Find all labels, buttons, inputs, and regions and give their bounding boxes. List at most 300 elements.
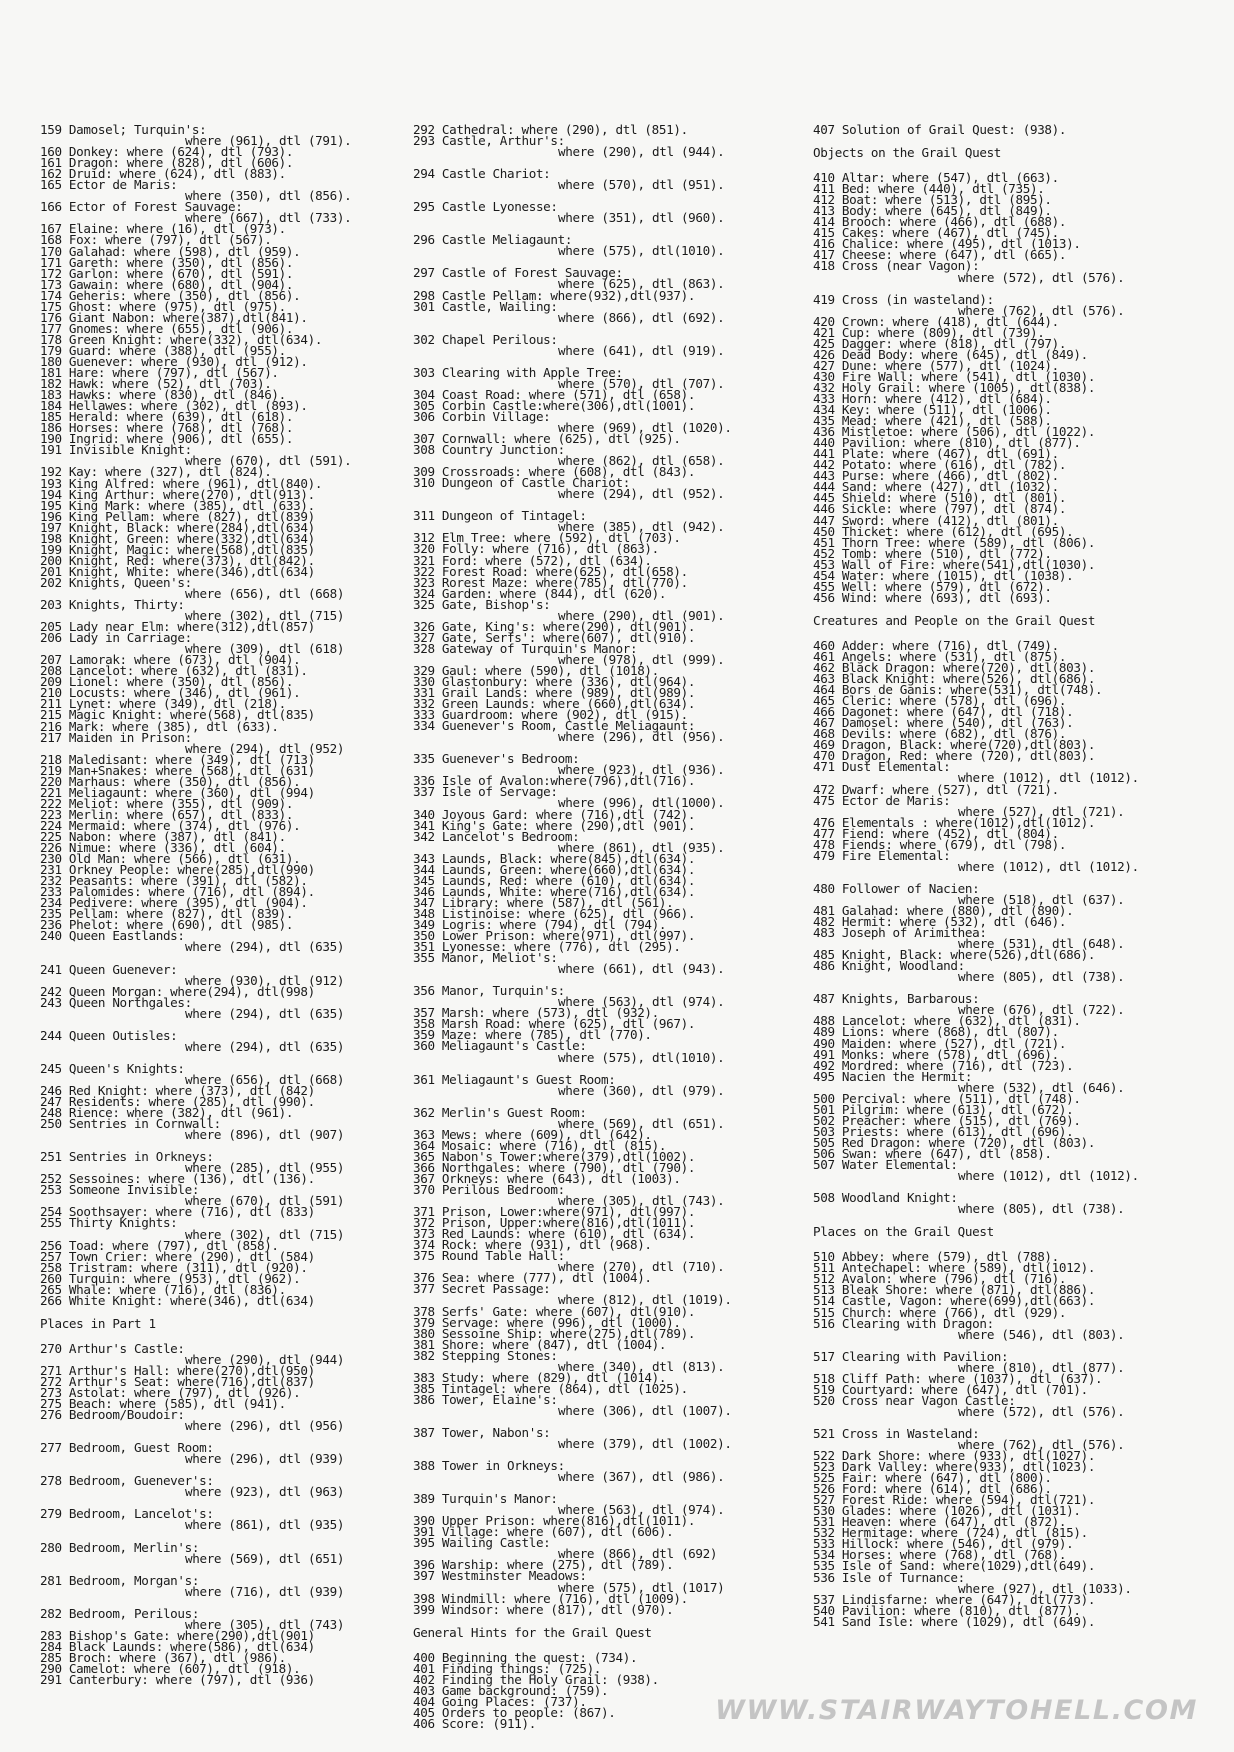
entry-location-line: where (866), dtl (692). bbox=[558, 309, 725, 325]
index-entry: 488 Lancelot: where (632), dtl (831). bbox=[813, 1013, 1081, 1029]
index-entry: 260 Turquin: where (953), dtl (962). bbox=[40, 1270, 301, 1286]
index-entry: 525 Fair: where (647), dtl (800). bbox=[813, 1470, 1052, 1486]
entry-location-line: where (309), dtl (618) bbox=[185, 641, 345, 657]
index-entry: 514 Castle, Vagon: where(699),dtl(663). bbox=[813, 1293, 1096, 1309]
index-entry: 415 Cakes: where (467), dtl (745). bbox=[813, 225, 1059, 241]
index-entry: 276 Bedroom/Boudoir: bbox=[40, 1407, 185, 1423]
index-entry: 508 Woodland Knight: bbox=[813, 1190, 958, 1206]
entry-location-line: where (670), dtl (591) bbox=[185, 1193, 345, 1209]
index-entry: 417 Cheese: where (647), dtl (665). bbox=[813, 247, 1067, 263]
index-entry: 427 Dune: where (577), dtl (1024). bbox=[813, 357, 1059, 373]
entry-location-line: where (969), dtl (1020). bbox=[558, 419, 732, 435]
index-entry: 532 Hermitage: where (724), dtl (815). bbox=[813, 1525, 1088, 1541]
index-entry: 322 Forest Road: where(625), dtl(658). bbox=[413, 563, 688, 579]
index-entry: 241 Queen Guenever: bbox=[40, 961, 178, 977]
index-entry: 531 Heaven: where (647), dtl (872). bbox=[813, 1514, 1067, 1530]
index-entry: 380 Sessoine Ship: where(275),dtl(789). bbox=[413, 1325, 696, 1341]
index-entry: 536 Isle of Turnance: bbox=[813, 1569, 965, 1585]
index-entry: 358 Marsh Road: where (625), dtl (967). bbox=[413, 1016, 696, 1032]
index-entry: 517 Clearing with Pavilion: bbox=[813, 1348, 1009, 1364]
index-entry: 349 Logris: where (794), dtl (794). bbox=[413, 917, 667, 932]
index-entry: 467 Damosel: where (540), dtl (763). bbox=[813, 715, 1074, 731]
index-entry: 329 Gaul: where (590), dtl (1018). bbox=[413, 662, 659, 678]
index-entry: 278 Bedroom, Guenever's: bbox=[40, 1473, 214, 1489]
entry-location-line: where (961), dtl (791). bbox=[185, 133, 352, 149]
index-entry: 373 Red Launds: where (610), dtl (634). bbox=[413, 1226, 696, 1242]
entry-location-line: where (296), dtl (956) bbox=[185, 1418, 345, 1434]
index-entry: 167 Elaine: where (16), dtl (973). bbox=[40, 221, 286, 237]
entry-location-line: where (762), dtl (576). bbox=[958, 1436, 1125, 1452]
index-entry: 200 Knight, Red: where(373), dtl(842). bbox=[40, 552, 315, 568]
index-entry: 425 Dagger: where (818), dtl (797). bbox=[813, 335, 1067, 351]
index-entry: 175 Ghost: where (975), dtl (975). bbox=[40, 298, 286, 314]
entry-location-line: where (812), dtl (1019). bbox=[558, 1292, 732, 1308]
entry-location-line: where (1012), dtl (1012). bbox=[958, 858, 1139, 874]
index-entry: 402 Finding the Holy Grail: (938). bbox=[413, 1671, 659, 1687]
index-entry: 389 Turquin's Manor: bbox=[413, 1491, 558, 1507]
index-entry: 320 Folly: where (716), dtl (863). bbox=[413, 541, 659, 557]
index-entry: 371 Prison, Lower:where(971), dtl(997). bbox=[413, 1204, 696, 1220]
entry-location-line: where (762), dtl (576). bbox=[958, 302, 1125, 318]
index-entry: 477 Fiend: where (452), dtl (804). bbox=[813, 825, 1059, 841]
index-entry: 469 Dragon, Black: where(720),dtl(803). bbox=[813, 737, 1096, 753]
index-entry: 436 Mistletoe: where (506), dtl (1022). bbox=[813, 424, 1096, 440]
index-entry: 367 Orkneys: where (643), dtl (1003). bbox=[413, 1170, 681, 1186]
entry-location-line: where (290), dtl (901). bbox=[558, 607, 725, 623]
index-entry: 312 Elm Tree: where (592), dtl (703). bbox=[413, 530, 681, 546]
index-entry: 450 Thicket: where (612), dtl (695). bbox=[813, 523, 1074, 539]
index-entry: 285 Broch: where (367), dtl (986). bbox=[40, 1649, 286, 1665]
index-entry: 468 Devils: where (682), dtl (876). bbox=[813, 726, 1067, 742]
index-entry: 184 Hellawes: where (302), dtl (893). bbox=[40, 398, 308, 414]
index-entry: 277 Bedroom, Guest Room: bbox=[40, 1440, 214, 1456]
index-entry: 521 Cross in Wasteland: bbox=[813, 1425, 980, 1441]
index-entry: 191 Invisible Knight: bbox=[40, 442, 192, 458]
index-entry: 205 Lady near Elm: where(312),dtl(857) bbox=[40, 619, 315, 635]
entry-location-line: where (296), dtl (956). bbox=[558, 729, 725, 745]
entry-location-line: where (625), dtl (863). bbox=[558, 276, 725, 292]
entry-location-line: where (531), dtl (648). bbox=[958, 936, 1125, 952]
index-entry: 257 Town Crier: where (290), dtl (584) bbox=[40, 1248, 315, 1264]
index-entry: 463 Black Knight: where(526), dtl(686). bbox=[813, 671, 1096, 687]
index-entry: 430 Fire Wall: where (541), dtl (1030). bbox=[813, 368, 1096, 384]
index-entry: 366 Northgales: where (790), dtl (790). bbox=[413, 1159, 696, 1175]
index-entry: 250 Sentries in Cornwall: bbox=[40, 1116, 221, 1132]
entry-location-line: where (575), dtl(1010). bbox=[558, 1049, 725, 1065]
index-entry: 240 Queen Eastlands: bbox=[40, 928, 185, 944]
index-entry: 490 Maiden: where (527), dtl (721). bbox=[813, 1035, 1067, 1051]
entry-location-line: where (385), dtl (942). bbox=[558, 519, 725, 535]
index-entry: 336 Isle of Avalon:where(796),dtl(716). bbox=[413, 773, 696, 789]
entry-location-line: where (296), dtl (939) bbox=[185, 1451, 345, 1467]
index-entry: 170 Galahad: where (598), dtl (959). bbox=[40, 243, 301, 259]
index-entry: 265 Whale: where (716), dtl (836). bbox=[40, 1281, 286, 1297]
index-entry: 453 Wall of Fire: where(541),dtl(1030). bbox=[813, 556, 1096, 572]
section-heading: Objects on the Grail Quest bbox=[813, 145, 1002, 161]
index-entry: 246 Red Knight: where (373), dtl (842) bbox=[40, 1082, 315, 1098]
index-entry: 160 Donkey: where (624), dtl (793). bbox=[40, 144, 294, 160]
index-entry: 334 Guenever's Room, Castle Meliagaunt: bbox=[413, 718, 696, 734]
index-entry: 309 Crossroads: where (608), dtl (843). bbox=[413, 464, 696, 480]
index-entry: 247 Residents: where (285), dtl (990). bbox=[40, 1093, 315, 1109]
index-entry: 520 Cross near Vagon Castle: bbox=[813, 1392, 1016, 1408]
index-entry: 419 Cross (in wasteland): bbox=[813, 291, 994, 307]
index-entry: 479 Fire Elemental: bbox=[813, 847, 951, 863]
index-entry: 471 Dust Elemental: bbox=[813, 759, 951, 775]
index-entry: 291 Canterbury: where (797), dtl (936) bbox=[40, 1672, 315, 1687]
section-heading: Places in Part 1 bbox=[40, 1315, 156, 1331]
index-entry: 465 Cleric: where (578), dtl (696). bbox=[813, 693, 1067, 709]
entry-location-line: where (546), dtl (803). bbox=[958, 1326, 1125, 1342]
index-entry: 513 Bleak Shore: where (871), dtl(886). bbox=[813, 1282, 1096, 1298]
index-entry: 407 Solution of Grail Quest: (938). bbox=[813, 122, 1067, 137]
index-entry: 273 Astolat: where (797), dtl (926). bbox=[40, 1385, 301, 1401]
index-entry: 522 Dark Shore: where (933), dtl(1027). bbox=[813, 1448, 1096, 1464]
index-entry: 308 Country Junction: bbox=[413, 442, 565, 458]
index-entry: 258 Tristram: where (311), dtl (920). bbox=[40, 1259, 308, 1275]
index-entry: 232 Peasants: where (391), dtl (582). bbox=[40, 873, 308, 889]
entry-location-line: where (866), dtl (692) bbox=[558, 1546, 718, 1562]
index-entry: 526 Ford: where (614), dtl (686). bbox=[813, 1481, 1052, 1497]
entry-location-line: where (667), dtl (733). bbox=[185, 210, 352, 226]
index-entry: 235 Pellam: where (827), dtl (839). bbox=[40, 906, 294, 922]
index-entry: 325 Gate, Bishop's: bbox=[413, 596, 551, 612]
index-entry: 279 Bedroom, Lancelot's: bbox=[40, 1506, 214, 1522]
entry-location-line: where (716), dtl (939) bbox=[185, 1583, 345, 1599]
index-entry: 242 Queen Morgan: where(294), dtl(998) bbox=[40, 983, 315, 999]
entry-location-line: where (862), dtl (658). bbox=[558, 453, 725, 469]
index-entry: 364 Mosaic: where (716), dtl (815). bbox=[413, 1137, 667, 1153]
index-entry: 410 Altar: where (547), dtl (663). bbox=[813, 170, 1059, 186]
index-entry: 327 Gate, Serfs': where(607), dtl(910). bbox=[413, 629, 696, 645]
entry-location-line: where (575), dtl (1017) bbox=[558, 1579, 725, 1595]
index-entry: 487 Knights, Barbarous: bbox=[813, 991, 980, 1007]
index-entry: 347 Library: where (587), dtl (561). bbox=[413, 894, 674, 910]
index-entry: 295 Castle Lyonesse: bbox=[413, 199, 558, 215]
index-entry: 210 Locusts: where (346), dtl (961). bbox=[40, 685, 301, 701]
index-entry: 444 Sand: where (427), dtl (1032). bbox=[813, 479, 1059, 495]
index-entry: 412 Boat: where (513), dtl (895). bbox=[813, 192, 1052, 208]
entry-location-line: where (1012), dtl (1012). bbox=[958, 1168, 1139, 1184]
index-entry: 372 Prison, Upper:where(816),dtl(1011). bbox=[413, 1215, 696, 1231]
index-entry: 217 Maiden in Prison: bbox=[40, 729, 192, 745]
index-entry: 456 Wind: where (693), dtl (693). bbox=[813, 589, 1052, 605]
index-entry: 451 Thorn Tree: where (589), dtl (806). bbox=[813, 534, 1096, 550]
index-entry: 345 Launds, Red: where (610), dtl(634). bbox=[413, 872, 696, 888]
entry-location-line: where (930), dtl (912) bbox=[185, 972, 345, 988]
entry-location-line: where (861), dtl (935). bbox=[558, 839, 725, 855]
index-entry: 472 Dwarf: where (527), dtl (721). bbox=[813, 781, 1059, 797]
index-entry: 470 Dragon, Red: where (720), dtl(803). bbox=[813, 748, 1096, 764]
index-entry: 174 Geheris: where (350), dtl (856). bbox=[40, 287, 301, 303]
index-entry: 331 Grail Lands: where (989), dtl(989). bbox=[413, 685, 696, 701]
index-entry: 375 Round Table Hall: bbox=[413, 1248, 565, 1264]
index-entry: 344 Launds, Green: where(660),dtl(634). bbox=[413, 861, 696, 877]
index-entry: 199 Knight, Magic: where(568),dtl(835) bbox=[40, 541, 315, 557]
index-entry: 272 Arthur's Seat: where(716),dtl(837) bbox=[40, 1374, 315, 1390]
entry-location-line: where (527), dtl (721). bbox=[958, 803, 1125, 819]
entry-location-line: where (285), dtl (955) bbox=[185, 1160, 345, 1176]
index-entry: 253 Someone Invisible: bbox=[40, 1182, 200, 1198]
index-entry: 482 Hermit: where (532), dtl (646). bbox=[813, 914, 1067, 930]
entry-location-line: where (641), dtl (919). bbox=[558, 342, 725, 358]
index-entry: 385 Tintagel: where (864), dtl (1025). bbox=[413, 1380, 688, 1396]
index-entry: 540 Pavilion: where (810), dtl (877). bbox=[813, 1602, 1081, 1618]
index-entry: 304 Coast Road: where (571), dtl (658). bbox=[413, 386, 696, 402]
index-entry: 208 Lancelot: where (632), dtl (831). bbox=[40, 663, 308, 679]
entry-location-line: where (575), dtl(1010). bbox=[558, 243, 725, 259]
entry-location-line: where (367), dtl (986). bbox=[558, 1469, 725, 1485]
entry-location-line: where (670), dtl (591). bbox=[185, 453, 352, 469]
entry-location-line: where (805), dtl (738). bbox=[958, 1201, 1125, 1217]
entry-location-line: where (270), dtl (710). bbox=[558, 1259, 725, 1275]
entry-location-line: where (1012), dtl (1012). bbox=[958, 770, 1139, 786]
index-entry: 475 Ector de Maris: bbox=[813, 792, 951, 808]
entry-location-line: where (927), dtl (1033). bbox=[958, 1580, 1132, 1596]
index-entry: 355 Manor, Meliot's: bbox=[413, 950, 558, 966]
section-heading: Creatures and People on the Grail Quest bbox=[813, 612, 1096, 628]
index-entry: 534 Horses: where (768), dtl (768). bbox=[813, 1547, 1067, 1563]
index-entry: 441 Plate: where (467), dtl (691). bbox=[813, 446, 1059, 462]
index-entry: 198 Knight, Green: where(332),dtl(634) bbox=[40, 530, 315, 546]
index-entry: 222 Meliot: where (355), dtl (909). bbox=[40, 795, 294, 811]
index-entry: 426 Dead Body: where (645), dtl (849). bbox=[813, 346, 1088, 362]
index-entry: 396 Warship: where (275), dtl (789). bbox=[413, 1557, 674, 1573]
index-entry: 195 King Mark: where (385), dtl (633). bbox=[40, 497, 315, 513]
index-entry: 190 Ingrid: where (906), dtl (655). bbox=[40, 431, 294, 447]
entry-location-line: where (294), dtl (635) bbox=[185, 939, 345, 955]
index-entry: 197 Knight, Black: where(284),dtl(634) bbox=[40, 519, 315, 535]
index-entry: 507 Water Elemental: bbox=[813, 1157, 958, 1173]
index-entry: 435 Mead: where (421), dtl (588). bbox=[813, 413, 1052, 429]
index-entry: 433 Horn: where (412), dtl (684). bbox=[813, 390, 1052, 406]
index-entry: 178 Green Knight: where(332), dtl(634). bbox=[40, 331, 323, 347]
entry-location-line: where (351), dtl (960). bbox=[558, 210, 725, 226]
index-entry: 186 Horses: where (768), dtl (768). bbox=[40, 420, 294, 436]
index-entry: 236 Phelot: where (690), dtl (985). bbox=[40, 917, 294, 933]
index-entry: 500 Percival: where (511), dtl (748). bbox=[813, 1090, 1081, 1106]
section-heading: Places on the Grail Quest bbox=[813, 1224, 994, 1240]
index-entry: 533 Hillock: where (546), dtl (979). bbox=[813, 1536, 1074, 1552]
index-entry: 523 Dark Valley: where(933), dtl(1023). bbox=[813, 1459, 1096, 1475]
entry-location-line: where (923), dtl (936). bbox=[558, 762, 725, 778]
index-entry: 326 Gate, King's: where(290), dtl(901). bbox=[413, 618, 696, 634]
index-entry: 403 Game background: (759). bbox=[413, 1682, 609, 1698]
index-entry: 395 Wailing Castle: bbox=[413, 1535, 551, 1551]
index-entry: 495 Nacien the Hermit: bbox=[813, 1068, 973, 1084]
index-entry: 270 Arthur's Castle: bbox=[40, 1340, 185, 1356]
index-entry: 464 Bors de Ganis: where(531), dtl(748). bbox=[813, 682, 1103, 698]
index-entry: 511 Antechapel: where (589), dtl(1012). bbox=[813, 1260, 1096, 1276]
index-entry: 255 Thirty Knights: bbox=[40, 1215, 178, 1231]
index-entry: 485 Knight, Black: where(526),dtl(686). bbox=[813, 947, 1096, 963]
index-entry: 233 Palomides: where (716), dtl (894). bbox=[40, 884, 315, 900]
index-entry: 492 Mordred: where (716), dtl (723). bbox=[813, 1057, 1074, 1073]
index-entry: 168 Fox: where (797), dtl (567). bbox=[40, 232, 272, 248]
index-entry: 527 Forest Ride: where (594), dtl(721). bbox=[813, 1492, 1096, 1508]
index-entry: 337 Isle of Servage: bbox=[413, 784, 558, 800]
index-entry: 365 Nabon's Tower:where(379),dtl(1002). bbox=[413, 1148, 696, 1164]
index-entry: 159 Damosel; Turquin's: bbox=[40, 122, 207, 137]
index-entry: 203 Knights, Thirty: bbox=[40, 597, 185, 613]
entry-location-line: where (294), dtl (635) bbox=[185, 1005, 345, 1021]
index-entry: 194 King Arthur: where(270), dtl(913). bbox=[40, 486, 315, 502]
index-entry: 226 Nimue: where (336), dtl (604). bbox=[40, 840, 286, 856]
index-entry: 201 Knight, White: where(346),dtl(634) bbox=[40, 563, 315, 579]
index-entry: 165 Ector de Maris: bbox=[40, 177, 178, 193]
index-entry: 359 Maze: where (785), dtl (770). bbox=[413, 1027, 652, 1043]
index-entry: 348 Listinoise: where (625), dtl (966). bbox=[413, 905, 696, 921]
index-entry: 445 Shield: where (510), dtl (801). bbox=[813, 490, 1067, 506]
index-entry: 244 Queen Outisles: bbox=[40, 1027, 178, 1043]
index-entry: 376 Sea: where (777), dtl (1004). bbox=[413, 1270, 652, 1286]
index-entry: 248 Rience: where (382), dtl (961). bbox=[40, 1105, 294, 1121]
index-entry: 541 Sand Isle: where (1029), dtl (649). bbox=[813, 1613, 1096, 1629]
index-entry: 414 Brooch: where (466), dtl (688). bbox=[813, 214, 1067, 230]
index-entry: 346 Launds, White: where(716),dtl(634). bbox=[413, 883, 696, 899]
index-entry: 483 Joseph of Arimithea: bbox=[813, 925, 987, 941]
index-entry: 466 Dagonet: where (647), dtl (718). bbox=[813, 704, 1074, 720]
entry-location-line: where (810), dtl (877). bbox=[958, 1359, 1125, 1375]
entry-location-line: where (302), dtl (715) bbox=[185, 608, 345, 624]
index-entry: 324 Garden: where (844), dtl (620). bbox=[413, 585, 667, 601]
index-entry: 256 Toad: where (797), dtl (858). bbox=[40, 1237, 279, 1253]
index-entry: 434 Key: where (511), dtl (1006). bbox=[813, 402, 1052, 418]
index-entry: 378 Serfs' Gate: where (607), dtl(910). bbox=[413, 1303, 696, 1319]
index-entry: 530 Glades: where (1026), dtl (1031). bbox=[813, 1503, 1081, 1519]
index-entry: 377 Secret Passage: bbox=[413, 1281, 551, 1297]
entry-location-line: where (861), dtl (935) bbox=[185, 1517, 345, 1533]
index-entry: 207 Lamorak: where (673), dtl (904). bbox=[40, 652, 301, 668]
index-entry: 245 Queen's Knights: bbox=[40, 1060, 185, 1076]
index-entry: 266 White Knight: where(346), dtl(634) bbox=[40, 1292, 315, 1308]
entry-location-line: where (978), dtl (999). bbox=[558, 651, 725, 667]
index-entry: 512 Avalon: where (796), dtl (716). bbox=[813, 1271, 1067, 1287]
index-entry: 455 Well: where (579), dtl (672). bbox=[813, 578, 1052, 594]
entry-location-line: where (563), dtl (974). bbox=[558, 1502, 725, 1518]
index-entry: 340 Joyous Gard: where (716),dtl (742). bbox=[413, 806, 696, 822]
index-entry: 462 Black Dragon: where(720), dtl(803). bbox=[813, 660, 1096, 676]
index-entry: 388 Tower in Orkneys: bbox=[413, 1458, 565, 1474]
index-entry: 185 Herald: where (639), dtl (618). bbox=[40, 409, 294, 425]
index-entry: 230 Old Man: where (566), dtl (631). bbox=[40, 851, 301, 867]
index-entry: 231 Orkney People: where(285),dtl(990) bbox=[40, 862, 315, 878]
index-entry: 400 Beginning the quest: (734). bbox=[413, 1649, 638, 1665]
index-entry: 176 Giant Nabon: where(387),dtl(841). bbox=[40, 309, 308, 325]
index-entry: 333 Guardroom: where (902), dtl (915). bbox=[413, 707, 688, 723]
index-entry: 383 Study: where (829), dtl (1014). bbox=[413, 1369, 667, 1385]
entry-location-line: where (563), dtl (974). bbox=[558, 994, 725, 1010]
index-entry: 351 Lyonesse: where (776), dtl (295). bbox=[413, 939, 681, 955]
index-entry: 350 Lower Prison: where(971), dtl(997). bbox=[413, 928, 696, 944]
index-entry: 399 Windsor: where (817), dtl (970). bbox=[413, 1601, 674, 1617]
entry-location-line: where (518), dtl (637). bbox=[958, 891, 1125, 907]
index-entry: 254 Soothsayer: where (716), dtl (833) bbox=[40, 1204, 315, 1220]
index-entry: 363 Mews: where (609), dtl (642). bbox=[413, 1126, 652, 1142]
entry-location-line: where (532), dtl (646). bbox=[958, 1079, 1125, 1095]
index-column-2 bbox=[413, 124, 785, 1729]
entry-location-line: where (570), dtl (951). bbox=[558, 177, 725, 193]
index-entry: 332 Green Launds: where (660),dtl(634). bbox=[413, 696, 696, 712]
section-heading: General Hints for the Grail Quest bbox=[413, 1624, 652, 1640]
index-entry: 328 Gateway of Turquin's Manor: bbox=[413, 640, 638, 656]
index-entry: 442 Potato: where (616), dtl (782). bbox=[813, 457, 1067, 473]
index-entry: 297 Castle of Forest Sauvage: bbox=[413, 265, 623, 281]
index-entry: 162 Druid: where (624), dtl (883). bbox=[40, 166, 286, 182]
index-entry: 179 Guard: where (388), dtl (955). bbox=[40, 342, 286, 358]
index-entry: 293 Castle, Arthur's: bbox=[413, 133, 565, 149]
entry-location-line: where (676), dtl (722). bbox=[958, 1002, 1125, 1018]
index-entry: 290 Camelot: where (607), dtl (918). bbox=[40, 1660, 301, 1676]
index-entry: 447 Sword: where (412), dtl (801). bbox=[813, 512, 1059, 528]
index-entry: 283 Bishop's Gate: where(290),dtl(901) bbox=[40, 1627, 315, 1643]
index-entry: 275 Beach: where (585), dtl (941). bbox=[40, 1396, 286, 1412]
entry-location-line: where (661), dtl (943). bbox=[558, 961, 725, 977]
index-entry: 177 Gnomes: where (655), dtl (906). bbox=[40, 320, 294, 336]
index-entry: 225 Nabon: where (387), dtl (841). bbox=[40, 829, 286, 844]
index-entry: 294 Castle Chariot: bbox=[413, 166, 551, 182]
index-entry: 386 Tower, Elaine's: bbox=[413, 1391, 558, 1407]
index-entry: 476 Elementals : where(1012),dtl(1012). bbox=[813, 814, 1096, 830]
index-entry: 215 Magic Knight: where(568), dtl(835) bbox=[40, 707, 315, 723]
index-entry: 219 Man+Snakes: where (568), dtl (631) bbox=[40, 762, 315, 778]
index-entry: 335 Guenever's Bedroom: bbox=[413, 751, 580, 767]
index-entry: 535 Isle of Sand: where(1029),dtl(649). bbox=[813, 1558, 1096, 1574]
index-entry: 220 Marhaus: where (350), dtl (856). bbox=[40, 773, 301, 789]
index-entry: 221 Meliagaunt: where (360), dtl (994) bbox=[40, 784, 315, 800]
index-entry: 183 Hawks: where (830), dtl (846). bbox=[40, 387, 286, 403]
index-column-3 bbox=[813, 124, 1213, 1627]
entry-location-line: where (805), dtl (738). bbox=[958, 969, 1125, 985]
index-entry: 196 King Pellam: where (827), dtl(839) bbox=[40, 508, 315, 524]
index-entry: 452 Tomb: where (510), dtl (772). bbox=[813, 545, 1052, 561]
index-entry: 401 Finding things: (725). bbox=[413, 1660, 602, 1676]
index-entry: 307 Cornwall: where (625), dtl (925). bbox=[413, 431, 681, 447]
index-entry: 321 Ford: where (572), dtl (634). bbox=[413, 552, 652, 568]
index-entry: 181 Hare: where (797), dtl (567). bbox=[40, 365, 279, 381]
index-entry: 391 Village: where (607), dtl (606). bbox=[413, 1524, 674, 1540]
entry-location-line: where (572), dtl (576). bbox=[958, 269, 1125, 285]
index-entry: 387 Tower, Nabon's: bbox=[413, 1424, 551, 1440]
entry-location-line: where (302), dtl (715) bbox=[185, 1226, 345, 1242]
index-entry: 301 Castle, Wailing: bbox=[413, 298, 558, 314]
index-entry: 282 Bedroom, Perilous: bbox=[40, 1605, 200, 1621]
index-entry: 243 Queen Northgales: bbox=[40, 994, 192, 1010]
index-entry: 420 Crown: where (418), dtl (644). bbox=[813, 313, 1059, 329]
index-entry: 171 Gareth: where (350), dtl (856). bbox=[40, 254, 294, 270]
index-entry: 302 Chapel Perilous: bbox=[413, 331, 558, 347]
index-entry: 432 Holy Grail: where (1005), dtl(838). bbox=[813, 379, 1096, 395]
index-entry: 413 Body: where (645), dtl (849). bbox=[813, 203, 1052, 219]
entry-location-line: where (294), dtl (952). bbox=[558, 486, 725, 502]
index-entry: 418 Cross (near Vagon): bbox=[813, 258, 980, 274]
index-entry: 341 King's Gate: where (290),dtl (901). bbox=[413, 817, 696, 833]
index-entry: 374 Rock: where (931), dtl (968). bbox=[413, 1237, 652, 1253]
index-entry: 211 Lynet: where (349), dtl (218). bbox=[40, 696, 286, 712]
index-entry: 446 Sickle: where (797), dtl (874). bbox=[813, 501, 1067, 517]
index-entry: 519 Courtyard: where (647), dtl (701). bbox=[813, 1381, 1088, 1397]
index-entry: 440 Pavilion: where (810), dtl (877). bbox=[813, 435, 1081, 451]
entry-location-line: where (923), dtl (963) bbox=[185, 1484, 345, 1500]
index-entry: 515 Church: where (766), dtl (929). bbox=[813, 1304, 1067, 1320]
index-entry: 323 Rorest Maze: where(785), dtl(770). bbox=[413, 574, 688, 590]
entry-location-line: where (656), dtl (668) bbox=[185, 585, 345, 601]
index-entry: 173 Gawain: where (680), dtl (904). bbox=[40, 276, 294, 292]
entry-location-line: where (306), dtl (1007). bbox=[558, 1402, 732, 1418]
index-entry: 281 Bedroom, Morgan's: bbox=[40, 1572, 200, 1588]
index-entry: 486 Knight, Woodland: bbox=[813, 958, 965, 974]
index-entry: 303 Clearing with Apple Tree: bbox=[413, 364, 623, 380]
